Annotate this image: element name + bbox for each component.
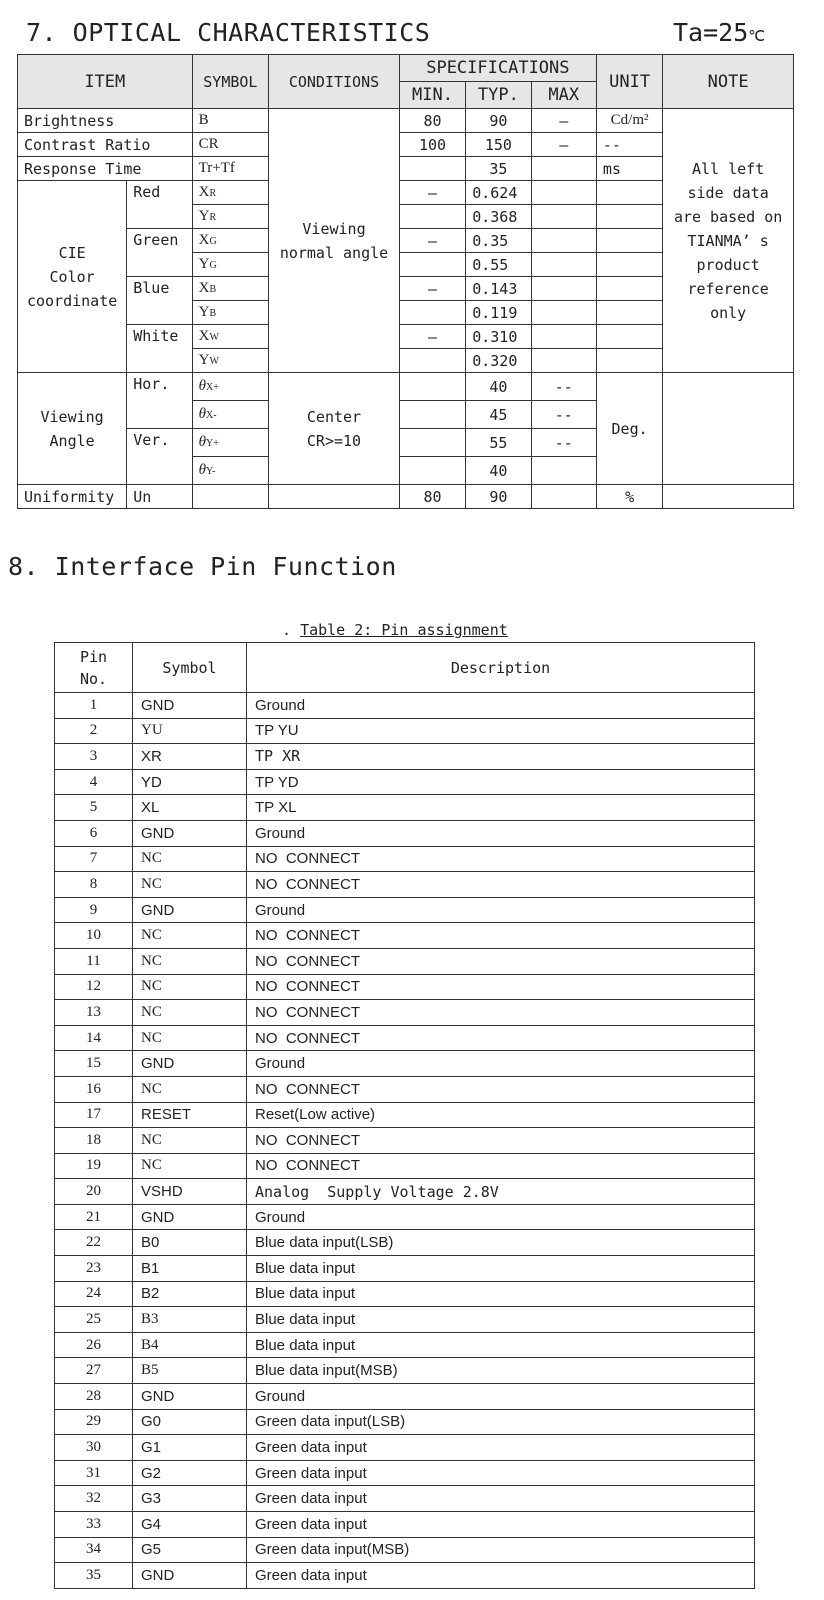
row-theta-xp [18,373,794,401]
center-condition: Center CR>=10 [269,373,400,485]
pin-description: Green data input [247,1512,755,1538]
uniformity-min: 80 [399,485,465,509]
brightness-label: Brightness [18,109,193,133]
brightness-max: — [531,109,596,133]
theta-xp-typ: 40 [466,373,531,401]
brightness-symbol: B [192,109,269,133]
pin-symbol: G0 [133,1409,247,1435]
table-row [55,1153,755,1179]
pin-symbol: G5 [133,1537,247,1563]
uniformity-typ: 90 [466,485,531,509]
table-caption: . Table 2: Pin assignment [282,621,508,639]
viewing-angle-label: Viewing Angle [18,373,127,485]
table-row [55,1486,755,1512]
table-row [55,846,755,872]
xw-symbol: XW [192,325,269,349]
table-row [55,1281,755,1307]
contrast-unit: -- [596,133,662,157]
theta-ym-typ: 40 [466,457,531,485]
pin-symbol: GND [133,1204,247,1230]
pin-description: NO CONNECT [247,872,755,898]
pin-number: 31 [55,1460,133,1486]
pin-description: Ground [247,693,755,719]
yg-min [399,253,465,277]
pin-number: 24 [55,1281,133,1307]
response-unit: ms [596,157,662,181]
pin-number: 17 [55,1102,133,1128]
pin-symbol: G1 [133,1435,247,1461]
xb-max [531,277,596,301]
pin-symbol: GND [133,693,247,719]
theta-yp-min [399,429,465,457]
pin-description: Blue data input [247,1281,755,1307]
xr-min: — [399,181,465,205]
pin-description: Green data input(LSB) [247,1409,755,1435]
pin-symbol: B4 [133,1332,247,1358]
xb-min: — [399,277,465,301]
pin-number: 10 [55,923,133,949]
pin-description: Blue data input [247,1256,755,1282]
table-row [55,1384,755,1410]
header-max: MAX [531,82,596,109]
header-conditions: CONDITIONS [269,55,400,109]
theta-ym-symbol: θY- [192,457,269,485]
pin-number: 32 [55,1486,133,1512]
pin-description: NO CONNECT [247,1128,755,1154]
table-row [55,820,755,846]
response-label: Response Time [18,157,193,181]
header-pin-description: Description [247,643,755,693]
xg-max [531,229,596,253]
optical-characteristics-table [17,54,794,509]
pin-number: 14 [55,1025,133,1051]
cie-blue-label: Blue [127,277,192,325]
table-row [55,974,755,1000]
pin-description: TP XR [247,744,755,770]
pin-number: 35 [55,1563,133,1589]
uniformity-label: Uniformity [18,485,127,509]
theta-yp-symbol: θY+ [192,429,269,457]
pin-symbol: XR [133,744,247,770]
response-min [399,157,465,181]
xr-typ: 0.624 [466,181,531,205]
uniformity-unit: % [596,485,662,509]
header-min: MIN. [399,82,465,109]
table-row [55,872,755,898]
yg-max [531,253,596,277]
pin-description: Ground [247,897,755,923]
yr-max [531,205,596,229]
table-row [55,693,755,719]
pin-number: 21 [55,1204,133,1230]
pin-symbol: B5 [133,1358,247,1384]
brightness-min: 80 [399,109,465,133]
hor-label: Hor. [127,373,192,429]
temperature-condition [673,18,765,47]
row-uniformity [18,485,794,509]
pin-symbol: GND [133,820,247,846]
yw-min [399,349,465,373]
pin-description: NO CONNECT [247,1076,755,1102]
table-row [55,769,755,795]
pin-number: 18 [55,1128,133,1154]
table-row [55,1563,755,1589]
xw-typ: 0.310 [466,325,531,349]
uniformity-conditions [269,485,400,509]
theta-xm-typ: 45 [466,401,531,429]
pin-description: NO CONNECT [247,974,755,1000]
uniformity-max [531,485,596,509]
pin-symbol: VSHD [133,1179,247,1205]
pin-description: NO CONNECT [247,1000,755,1026]
theta-xm-max: -- [531,401,596,429]
table-row [55,744,755,770]
xb-symbol: XB [192,277,269,301]
table-row [55,1460,755,1486]
pin-description: Ground [247,820,755,846]
table-row [55,1000,755,1026]
pin-symbol: NC [133,1025,247,1051]
xg-unit [596,229,662,253]
table-row [55,1358,755,1384]
pin-symbol: B3 [133,1307,247,1333]
contrast-typ: 150 [466,133,531,157]
uniformity-empty-symbol [192,485,269,509]
header-note: NOTE [663,55,794,109]
pin-number: 34 [55,1537,133,1563]
pin-number: 5 [55,795,133,821]
pin-symbol: B2 [133,1281,247,1307]
table-caption-text: Table 2: Pin assignment [300,621,508,639]
pin-description: NO CONNECT [247,923,755,949]
pin-description: TP XL [247,795,755,821]
pin-description: Green data input [247,1486,755,1512]
pin-number: 22 [55,1230,133,1256]
contrast-min: 100 [399,133,465,157]
xr-unit [596,181,662,205]
pin-description: Green data input [247,1460,755,1486]
pin-symbol: GND [133,897,247,923]
pin-number: 4 [55,769,133,795]
table-row [55,1051,755,1077]
temperature-value: Ta=25 [673,18,749,47]
header-typ: TYP. [466,82,531,109]
xr-max [531,181,596,205]
pin-symbol: NC [133,1128,247,1154]
pin-symbol: NC [133,923,247,949]
table-row [55,1128,755,1154]
pin-symbol: NC [133,948,247,974]
header-unit: UNIT [596,55,662,109]
pin-number: 9 [55,897,133,923]
pin-number: 28 [55,1384,133,1410]
pin-symbol: GND [133,1051,247,1077]
table-row [55,718,755,744]
note-text: All left side data are based on TIANMA’ s product reference only [663,109,794,373]
table-row [55,923,755,949]
pin-number: 29 [55,1409,133,1435]
pin-symbol: NC [133,1153,247,1179]
yr-symbol: YR [192,205,269,229]
theta-ym-min [399,457,465,485]
pin-symbol: G4 [133,1512,247,1538]
pin-symbol: YU [133,718,247,744]
pin-description: Ground [247,1204,755,1230]
pin-description: Green data input [247,1435,755,1461]
table-row [55,948,755,974]
table-row [55,1256,755,1282]
yb-typ: 0.119 [466,301,531,325]
xg-typ: 0.35 [466,229,531,253]
header-item: ITEM [18,55,193,109]
pin-description: Blue data input(MSB) [247,1358,755,1384]
yg-unit [596,253,662,277]
pin-assignment-table [54,642,755,1589]
cie-white-label: White [127,325,192,373]
pin-description: Ground [247,1051,755,1077]
header-pin-no: Pin No. [55,643,133,693]
table-row [55,1512,755,1538]
yw-max [531,349,596,373]
yr-min [399,205,465,229]
pin-description: Analog Supply Voltage 2.8V [247,1179,755,1205]
contrast-max: — [531,133,596,157]
xg-min: — [399,229,465,253]
pin-description: NO CONNECT [247,846,755,872]
pin-symbol: XL [133,795,247,821]
row-brightness [18,109,794,133]
yw-typ: 0.320 [466,349,531,373]
yw-symbol: YW [192,349,269,373]
table-row [55,1230,755,1256]
pin-symbol: GND [133,1384,247,1410]
pin-description: TP YU [247,718,755,744]
pin-symbol: NC [133,974,247,1000]
pin-description: Green data input [247,1563,755,1589]
pin-number: 2 [55,718,133,744]
uniformity-note [663,485,794,509]
table-row [55,1204,755,1230]
theta-xp-min [399,373,465,401]
pin-description: Reset(Low active) [247,1102,755,1128]
pin-symbol: NC [133,846,247,872]
pin-symbol: GND [133,1563,247,1589]
pin-symbol: NC [133,1000,247,1026]
pin-description: Blue data input [247,1307,755,1333]
pin-number: 25 [55,1307,133,1333]
pin-number: 30 [55,1435,133,1461]
xb-unit [596,277,662,301]
xw-unit [596,325,662,349]
pin-symbol: B1 [133,1256,247,1282]
temperature-unit: ℃ [748,27,766,45]
ver-label: Ver. [127,429,192,485]
pin-number: 20 [55,1179,133,1205]
viewing-normal-condition: Viewing normal angle [269,109,400,373]
contrast-symbol: CR [192,133,269,157]
pin-symbol: B0 [133,1230,247,1256]
pin-number: 15 [55,1051,133,1077]
pin-number: 12 [55,974,133,1000]
pin-description: Ground [247,1384,755,1410]
pin-description: NO CONNECT [247,1153,755,1179]
pin-symbol: RESET [133,1102,247,1128]
yg-typ: 0.55 [466,253,531,277]
xw-min: — [399,325,465,349]
section-8-title: 8. Interface Pin Function [8,552,397,581]
pin-number: 27 [55,1358,133,1384]
theta-ym-max [531,457,596,485]
header-pin-symbol: Symbol [133,643,247,693]
pin-description: Green data input(MSB) [247,1537,755,1563]
pin-number: 8 [55,872,133,898]
cie-red-label: Red [127,181,192,229]
yr-unit [596,205,662,229]
pin-symbol: G2 [133,1460,247,1486]
pin-number: 11 [55,948,133,974]
deg-unit: Deg. [596,373,662,485]
pin-number: 6 [55,820,133,846]
note-empty [663,373,794,485]
pin-number: 19 [55,1153,133,1179]
xg-symbol: XG [192,229,269,253]
pin-table-body [55,693,755,1589]
xr-symbol: XR [192,181,269,205]
response-max [531,157,596,181]
pin-description: Blue data input [247,1332,755,1358]
pin-number: 3 [55,744,133,770]
theta-xp-symbol: θX+ [192,373,269,401]
cie-label: CIE Color coordinate [18,181,127,373]
table-row [55,897,755,923]
pin-symbol: G3 [133,1486,247,1512]
yb-symbol: YB [192,301,269,325]
section-7-title: 7. OPTICAL CHARACTERISTICS [26,18,431,47]
contrast-label: Contrast Ratio [18,133,193,157]
cie-green-label: Green [127,229,192,277]
table-row [55,1102,755,1128]
brightness-unit: Cd/m² [596,109,662,133]
table-row [55,1025,755,1051]
uniformity-symbol: Un [127,485,192,509]
response-typ: 35 [466,157,531,181]
table-row [55,1076,755,1102]
yr-typ: 0.368 [466,205,531,229]
yw-unit [596,349,662,373]
pin-number: 1 [55,693,133,719]
pin-number: 26 [55,1332,133,1358]
pin-number: 33 [55,1512,133,1538]
response-symbol: Tr+Tf [192,157,269,181]
pin-description: NO CONNECT [247,948,755,974]
yg-symbol: YG [192,253,269,277]
brightness-typ: 90 [466,109,531,133]
table-row [55,1409,755,1435]
pin-symbol: NC [133,1076,247,1102]
theta-xm-symbol: θX- [192,401,269,429]
pin-number: 13 [55,1000,133,1026]
table-row [55,1537,755,1563]
theta-yp-max: -- [531,429,596,457]
theta-xm-min [399,401,465,429]
yb-max [531,301,596,325]
pin-number: 23 [55,1256,133,1282]
table-row [55,1307,755,1333]
pin-description: TP YD [247,769,755,795]
table-row [55,1332,755,1358]
table-row [55,1435,755,1461]
header-symbol: SYMBOL [192,55,269,109]
yb-min [399,301,465,325]
pin-description: NO CONNECT [247,1025,755,1051]
pin-number: 16 [55,1076,133,1102]
pin-description: Blue data input(LSB) [247,1230,755,1256]
pin-number: 7 [55,846,133,872]
xw-max [531,325,596,349]
table-row [55,1179,755,1205]
header-specifications: SPECIFICATIONS [399,55,596,82]
pin-symbol: NC [133,872,247,898]
theta-yp-typ: 55 [466,429,531,457]
theta-xp-max: -- [531,373,596,401]
table-row [55,795,755,821]
yb-unit [596,301,662,325]
pin-symbol: YD [133,769,247,795]
xb-typ: 0.143 [466,277,531,301]
